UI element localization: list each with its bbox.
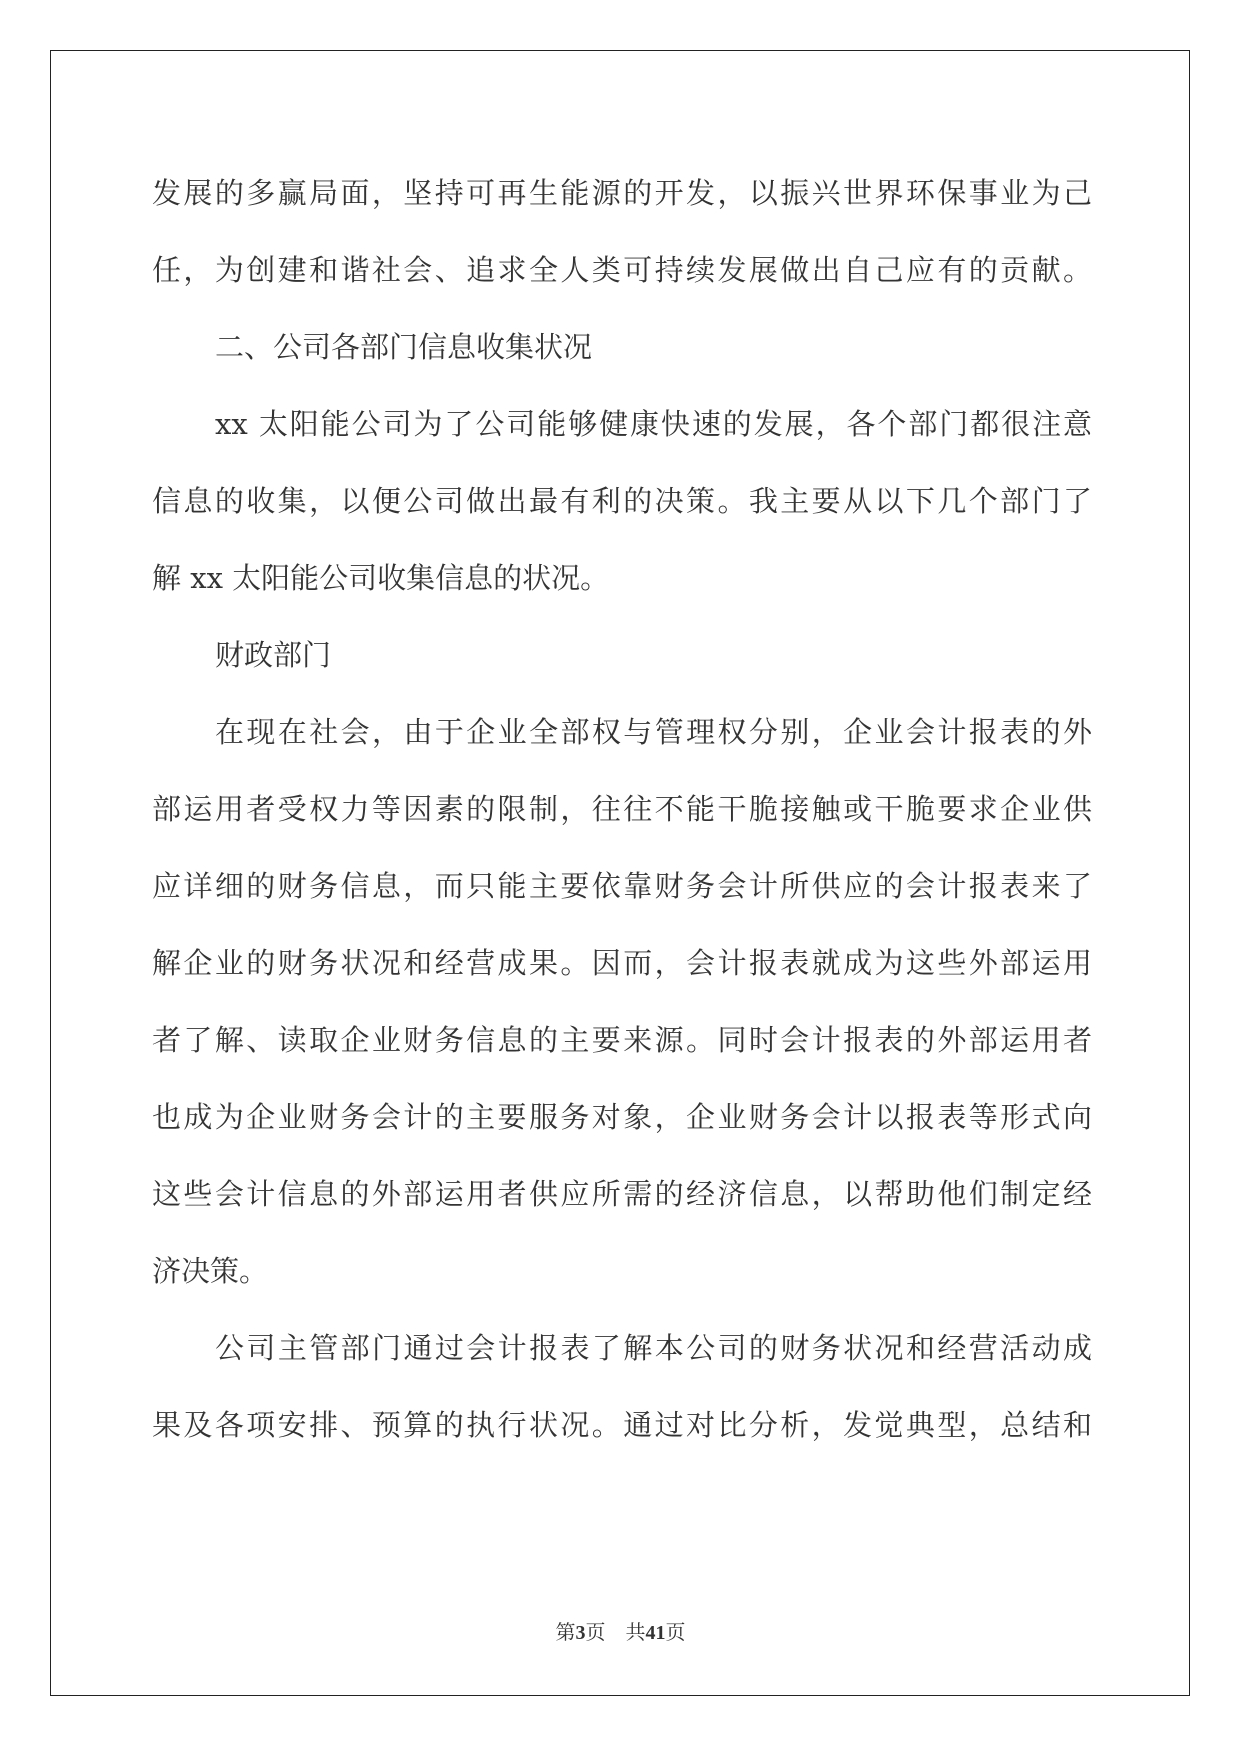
subsection-heading: 财政部门 (215, 638, 332, 672)
footer-mid: 页 共 (585, 1620, 646, 1644)
page-footer (0, 1616, 1241, 1645)
text-line: 部运用者受权力等因素的限制，往往不能干脆接触或干脆要求企业供 (152, 792, 1092, 826)
total-pages-number: 41 (645, 1622, 666, 1644)
text-line: 济决策。 (152, 1254, 269, 1288)
text-line: 者了解、读取企业财务信息的主要来源。同时会计报表的外部运用者 (152, 1023, 1092, 1057)
text-line: 任，为创建和谐社会、追求全人类可持续发展做出自己应有的贡献。 (152, 253, 1092, 287)
text-line: 应详细的财务信息，而只能主要依靠财务会计所供应的会计报表来了 (152, 869, 1092, 903)
text-line: 这些会计信息的外部运用者供应所需的经济信息，以帮助他们制定经 (152, 1177, 1092, 1211)
text-line: 在现在社会，由于企业全部权与管理权分别，企业会计报表的外 (215, 715, 1092, 749)
text-line: 发展的多赢局面，坚持可再生能源的开发，以振兴世界环保事业为己 (152, 176, 1092, 210)
footer-suffix: 页 (665, 1620, 686, 1644)
section-heading: 二、公司各部门信息收集状况 (215, 330, 593, 364)
text-line: 解 xx 太阳能公司收集信息的状况。 (152, 561, 610, 595)
text-line: 信息的收集，以便公司做出最有利的决策。我主要从以下几个部门了 (152, 484, 1092, 518)
text-line: 公司主管部门通过会计报表了解本公司的财务状况和经营活动成 (215, 1331, 1092, 1365)
text-line: xx 太阳能公司为了公司能够健康快速的发展，各个部门都很注意 (215, 407, 1092, 441)
text-line: 也成为企业财务会计的主要服务对象，企业财务会计以报表等形式向 (152, 1100, 1092, 1134)
current-page-number: 3 (575, 1622, 586, 1644)
text-line: 果及各项安排、预算的执行状况。通过对比分析，发觉典型，总结和 (152, 1408, 1092, 1442)
text-line: 解企业的财务状况和经营成果。因而，会计报表就成为这些外部运用 (152, 946, 1092, 980)
footer-prefix: 第 (555, 1620, 576, 1644)
